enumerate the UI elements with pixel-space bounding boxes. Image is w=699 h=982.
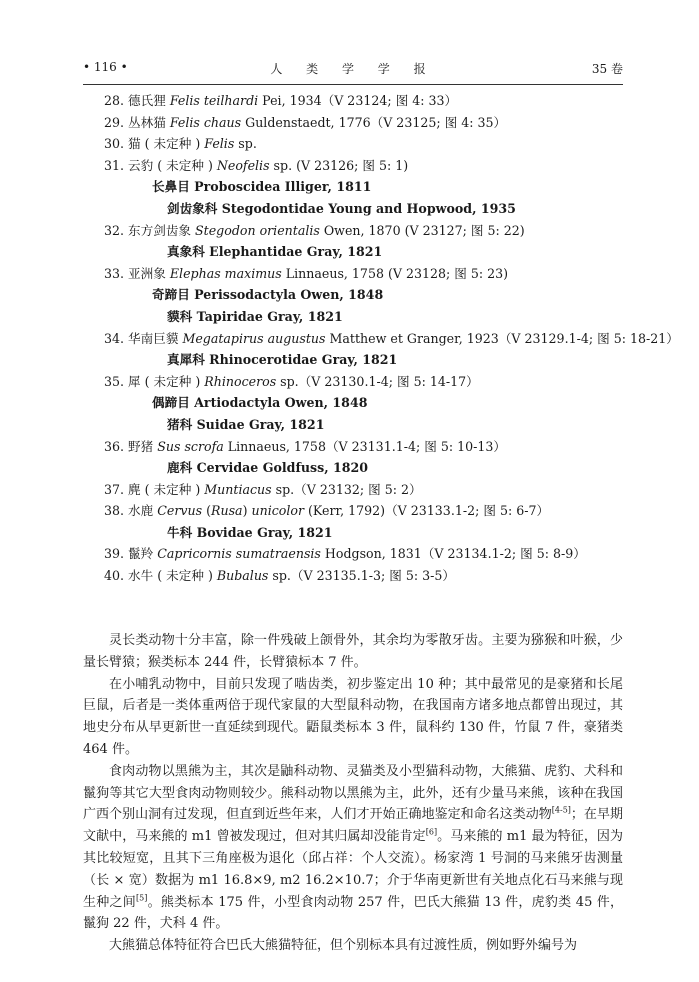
paragraph: 大熊猫总体特征符合巴氏大熊猫特征，但个别标本具有过渡性质，例如野外编号为 xyxy=(109,938,578,954)
species-entry: 39. 鬣羚 Capricornis sumatraensis Hodgson, 1831（V 23134.1-2; 图 5: 8-9） xyxy=(104,546,586,562)
family-heading: 鹿科 Cervidae Goldfuss, 1820 xyxy=(167,460,369,476)
species-entry: 37. 麂 ( 未定种 ) Muntiacus sp.（V 23132; 图 5: 2） xyxy=(104,481,422,497)
citation: [4-5] xyxy=(551,806,571,816)
species-entry: 29. 丛林猫 Felis chaus Guldenstaedt, 1776（V 23125; 图 4: 35） xyxy=(104,114,507,130)
journal-title: 人 类 学 学 报 xyxy=(270,62,436,76)
body-text xyxy=(83,630,623,957)
page-number: • 116 • xyxy=(83,60,128,74)
species-entry: 40. 水牛 ( 未定种 ) Bubalus sp.（V 23135.1-3; 图 5: 3-5） xyxy=(104,568,455,584)
species-entry: 28. 德氏狸 Felis teilhardi Pei, 1934（V 23124; 图 4: 33） xyxy=(104,93,458,108)
paragraph: 灵长类动物十分丰富，除一件残破上颌骨外，其余均为零散牙齿。主要为猕猴和叶猴，少量长臂猿；猴类标本 244 件，长臂猿标本 7 件。 xyxy=(83,633,623,670)
species-entry: 31. 云豹 ( 未定种 ) Neofelis sp. (V 23126; 图 5: 1) xyxy=(104,157,409,173)
species-list xyxy=(83,90,679,587)
family-heading: 猪科 Suidae Gray, 1821 xyxy=(167,416,325,432)
family-heading: 牛科 Bovidae Gray, 1821 xyxy=(167,524,333,540)
family-heading: 貘科 Tapiridae Gray, 1821 xyxy=(167,308,343,324)
species-entry: 34. 华南巨貘 Megatapirus augustus Matthew et Granger, 1923（V 23129.1-4; 图 5: 18-21） xyxy=(104,330,679,346)
species-entry: 30. 猫 ( 未定种 ) Felis sp. xyxy=(104,136,257,152)
paragraph: 在小哺乳动物中，目前只发现了啮齿类，初步鉴定出 10 种；其中最常见的是豪猪和长尾巨鼠，后者是一类体重两倍于现代家鼠的大型鼠科动物，在我国南方诸多地点都曾出现过，其地史分布从早更新世一直延续到现代。鼯鼠类标本 3 件，鼠科约 130 件，竹鼠 7 件，豪猪类 464 件。 xyxy=(83,676,623,757)
citation: [6] xyxy=(425,827,438,837)
order-heading: 奇蹄目 Perissodactyla Owen, 1848 xyxy=(152,287,384,303)
citation: [5] xyxy=(136,893,148,903)
running-header xyxy=(83,60,623,80)
family-heading: 真象科 Elephantidae Gray, 1821 xyxy=(167,244,383,260)
species-entry: 38. 水鹿 Cervus (Rusa) unicolor (Kerr, 1792)（V 23133.1-2; 图 5: 6-7） xyxy=(104,503,550,519)
order-heading: 长鼻目 Proboscidea Illiger, 1811 xyxy=(152,179,372,195)
species-entry: 32. 东方剑齿象 Stegodon orientalis Owen, 1870 (V 23127; 图 5: 22) xyxy=(104,222,525,238)
family-heading: 剑齿象科 Stegodontidae Young and Hopwood, 1935 xyxy=(167,200,516,216)
species-entry: 33. 亚洲象 Elephas maximus Linnaeus, 1758 (V 23128; 图 5: 23) xyxy=(104,265,509,281)
order-heading: 偶蹄目 Artiodactyla Owen, 1848 xyxy=(152,395,368,411)
paragraph: 食肉动物以黑熊为主，其次是鼬科动物、灵猫类及小型猫科动物，大熊猫、虎豹、犬科和鬣狗等其它大型食肉动物则较少。熊科动物以黑熊为主，此外，还有少量马来熊，该种在我国广西个别山洞有过发现，但直到近些年来，人们才开始正确地鉴定和命名这类动物[4-5]；在早期文献中，马来熊的 m1 曾被发现过，但对其归属却没能肯定[6]。马来熊的 m1 最为特征，因为其比较短宽，且其下三角座极为退化（邱占祥：个人交流）。杨家湾 1 号洞的马来熊牙齿测量（长 × 宽）数据为 m1 16.8×9, m2 16.2×10.7；介于华南更新世有关地点化石马来熊与现生种之间[5]。熊类标本 175 件，小型食肉动物 257 件，巴氏大熊猫 13 件，虎豹类 45 件，鬣狗 22 件，犬科 4 件。 xyxy=(83,763,623,932)
family-heading: 真犀科 Rhinocerotidae Gray, 1821 xyxy=(167,352,398,368)
header-rule xyxy=(83,84,623,85)
volume-label: 35 卷 xyxy=(591,62,623,76)
species-entry: 36. 野猪 Sus scrofa Linnaeus, 1758（V 23131.1-4; 图 5: 10-13） xyxy=(104,438,506,454)
species-entry: 35. 犀 ( 未定种 ) Rhinoceros sp.（V 23130.1-4; 图 5: 14-17） xyxy=(104,373,479,389)
